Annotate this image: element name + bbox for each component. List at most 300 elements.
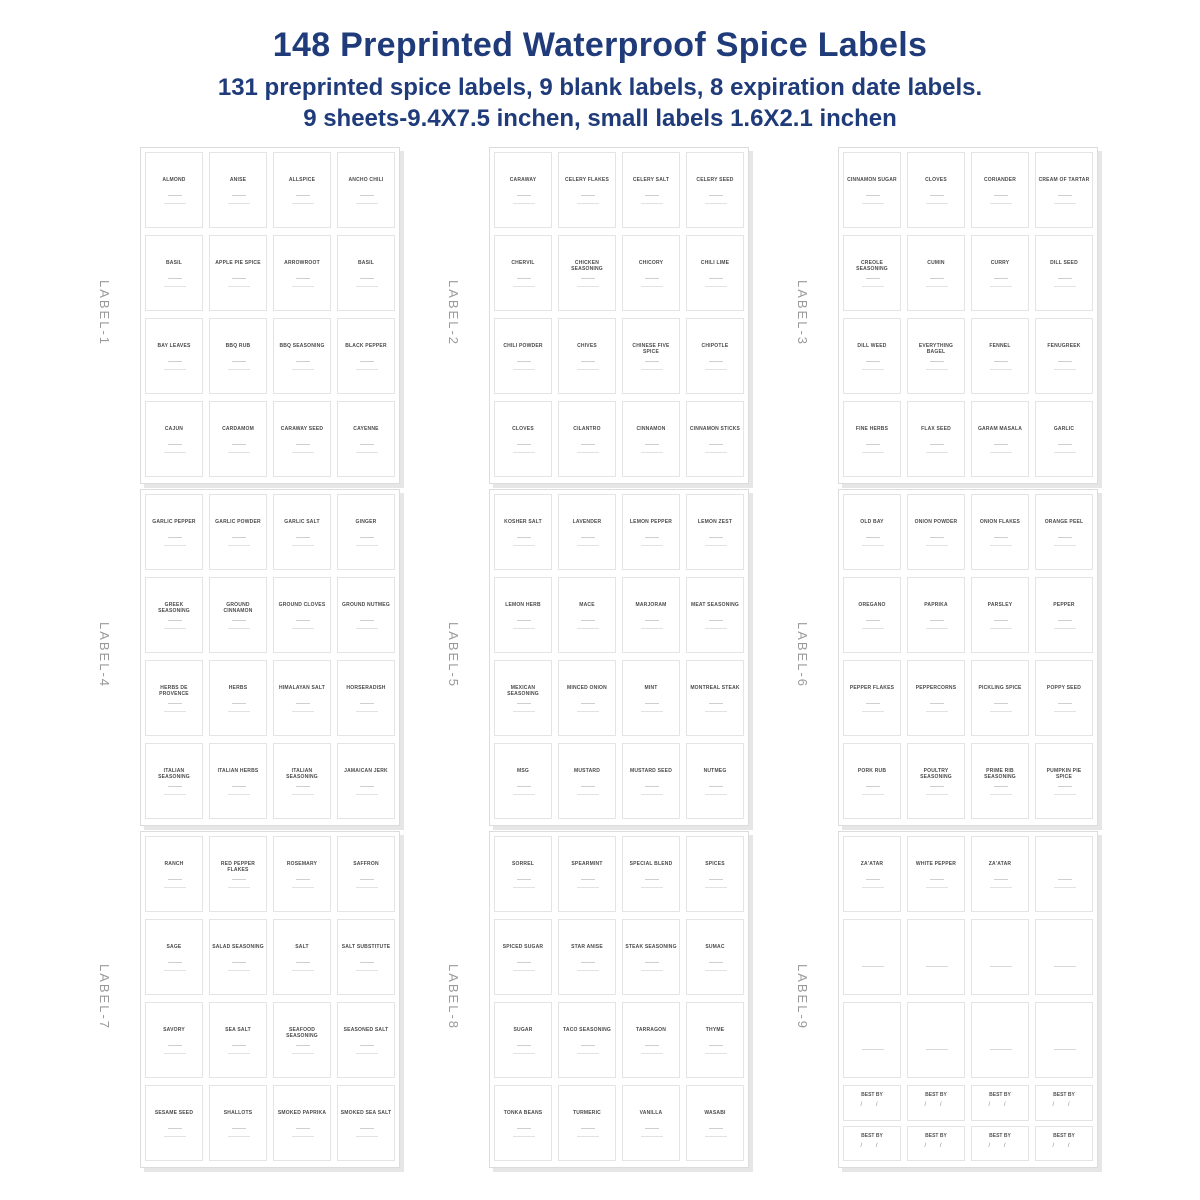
label-sheet bbox=[489, 147, 749, 484]
label-grid bbox=[145, 494, 397, 824]
label-rule bbox=[168, 444, 182, 445]
spice-label bbox=[622, 743, 680, 819]
spice-label-text: ZA'ATAR bbox=[988, 861, 1012, 867]
label-rule bbox=[228, 887, 250, 888]
expiration-date-slots: / / bbox=[924, 1142, 948, 1149]
spice-label-text: ITALIAN SEASONING bbox=[286, 768, 318, 780]
spice-label bbox=[558, 318, 616, 394]
label-rule bbox=[705, 887, 727, 888]
label-rule bbox=[228, 1136, 250, 1137]
spice-label-text: MUSTARD SEED bbox=[629, 768, 673, 774]
spice-label bbox=[971, 401, 1029, 477]
label-rule bbox=[990, 286, 1012, 287]
label-rule bbox=[990, 887, 1012, 888]
spice-label bbox=[1035, 494, 1093, 570]
label-rule bbox=[168, 620, 182, 621]
spice-label bbox=[494, 401, 552, 477]
spice-label-text: BBQ SEASONING bbox=[279, 343, 325, 349]
label-rule bbox=[232, 879, 246, 880]
spice-label bbox=[494, 577, 552, 653]
spice-label-text: GARLIC SALT bbox=[284, 519, 320, 525]
label-rule bbox=[356, 970, 378, 971]
spice-label bbox=[337, 494, 395, 570]
spice-label bbox=[907, 836, 965, 912]
label-rule bbox=[1054, 1049, 1076, 1050]
spice-label-text: RANCH bbox=[164, 861, 184, 867]
label-rule bbox=[645, 278, 659, 279]
label-rule bbox=[866, 278, 880, 279]
spice-label bbox=[558, 152, 616, 228]
spice-label bbox=[145, 235, 203, 311]
label-grid bbox=[843, 152, 1095, 482]
spice-label-text: PUMPKIN PIE SPICE bbox=[1046, 768, 1082, 780]
spice-label bbox=[622, 660, 680, 736]
spice-label bbox=[494, 235, 552, 311]
spice-label bbox=[494, 660, 552, 736]
label-rule bbox=[705, 369, 727, 370]
label-rule bbox=[164, 545, 186, 546]
spice-label bbox=[971, 152, 1029, 228]
spice-label-text: DILL WEED bbox=[857, 343, 887, 349]
spice-label bbox=[558, 743, 616, 819]
spice-label bbox=[273, 836, 331, 912]
spice-label-text: OREGANO bbox=[858, 602, 886, 608]
spice-label bbox=[558, 660, 616, 736]
spice-label bbox=[145, 743, 203, 819]
label-rule bbox=[360, 1128, 374, 1129]
label-rule bbox=[577, 203, 599, 204]
spice-label bbox=[907, 494, 965, 570]
expiration-date-slots: / / bbox=[924, 1102, 948, 1108]
spice-label bbox=[686, 494, 744, 570]
sheet-tag: LABEL-2 bbox=[446, 279, 461, 346]
spice-label-text: MINT bbox=[644, 685, 658, 691]
label-rule bbox=[930, 703, 944, 704]
spice-label-text: DILL SEED bbox=[1050, 260, 1078, 266]
label-rule bbox=[990, 711, 1012, 712]
spice-label-text: SPICED SUGAR bbox=[502, 944, 544, 950]
blank-label bbox=[843, 919, 901, 995]
label-rule bbox=[994, 879, 1008, 880]
label-rule bbox=[705, 794, 727, 795]
expiration-label-pair bbox=[971, 1085, 1029, 1161]
label-rule bbox=[517, 1045, 531, 1046]
label-rule bbox=[1058, 361, 1072, 362]
label-rule bbox=[232, 1128, 246, 1129]
spice-label bbox=[843, 836, 901, 912]
label-rule bbox=[296, 1045, 310, 1046]
label-rule bbox=[513, 545, 535, 546]
label-rule bbox=[292, 1053, 314, 1054]
label-rule bbox=[930, 278, 944, 279]
spice-label-text: POULTRY SEASONING bbox=[920, 768, 952, 780]
expiration-date-slots: / / bbox=[988, 1142, 1012, 1149]
label-rule bbox=[581, 1045, 595, 1046]
spice-label bbox=[622, 836, 680, 912]
label-rule bbox=[513, 794, 535, 795]
spice-label bbox=[1035, 235, 1093, 311]
spice-label bbox=[273, 660, 331, 736]
spice-label bbox=[971, 235, 1029, 311]
label-rule bbox=[296, 1128, 310, 1129]
spice-label-text: BBQ RUB bbox=[225, 343, 251, 349]
spice-label bbox=[558, 836, 616, 912]
label-rule bbox=[168, 278, 182, 279]
label-rule bbox=[164, 711, 186, 712]
label-rule bbox=[862, 203, 884, 204]
label-rule bbox=[1054, 286, 1076, 287]
label-rule bbox=[645, 620, 659, 621]
blank-label bbox=[1035, 1002, 1093, 1078]
spice-label-text: ITALIAN HERBS bbox=[217, 768, 259, 774]
label-rule bbox=[1058, 786, 1072, 787]
spice-label-text: SORREL bbox=[511, 861, 535, 867]
label-rule bbox=[517, 278, 531, 279]
expiration-label bbox=[843, 1085, 901, 1121]
label-rule bbox=[709, 1045, 723, 1046]
spice-label-text: CHICKEN SEASONING bbox=[571, 260, 603, 272]
expiration-label bbox=[971, 1085, 1029, 1121]
label-rule bbox=[990, 1049, 1012, 1050]
spice-label-text: SEA SALT bbox=[225, 1027, 251, 1033]
spice-label bbox=[145, 1002, 203, 1078]
label-sheet bbox=[489, 831, 749, 1168]
label-rule bbox=[517, 537, 531, 538]
spice-label-text: PRIME RIB SEASONING bbox=[984, 768, 1016, 780]
spice-label bbox=[622, 152, 680, 228]
spice-label bbox=[907, 577, 965, 653]
label-rule bbox=[168, 361, 182, 362]
expiration-label-text: BEST BY bbox=[989, 1132, 1011, 1139]
label-rule bbox=[232, 444, 246, 445]
spice-label-text: PEPPERCORNS bbox=[915, 685, 957, 691]
spice-label-text: CINNAMON SUGAR bbox=[847, 177, 897, 183]
label-rule bbox=[926, 369, 948, 370]
spice-label-text: JAMAICAN JERK bbox=[344, 768, 388, 774]
spice-label bbox=[558, 577, 616, 653]
spice-label bbox=[145, 152, 203, 228]
label-rule bbox=[356, 711, 378, 712]
label-rule bbox=[990, 545, 1012, 546]
label-rule bbox=[645, 786, 659, 787]
label-rule bbox=[930, 620, 944, 621]
spice-label-text: CREOLE SEASONING bbox=[856, 260, 888, 272]
label-rule bbox=[990, 369, 1012, 370]
spice-label bbox=[558, 919, 616, 995]
expiration-date-slots: / / bbox=[1052, 1142, 1076, 1149]
label-rule bbox=[168, 195, 182, 196]
spice-label-text: MUSTARD bbox=[573, 768, 601, 774]
label-rule bbox=[513, 1136, 535, 1137]
spice-label bbox=[686, 743, 744, 819]
label-rule bbox=[645, 537, 659, 538]
spice-label-text: PEPPER FLAKES bbox=[849, 685, 895, 691]
label-grid bbox=[145, 152, 397, 482]
spice-label-text: NUTMEG bbox=[703, 768, 727, 774]
label-rule bbox=[645, 962, 659, 963]
label-rule bbox=[292, 203, 314, 204]
label-rule bbox=[581, 1128, 595, 1129]
spice-label-text: EVERYTHING BAGEL bbox=[918, 343, 954, 355]
label-rule bbox=[292, 970, 314, 971]
spice-label bbox=[622, 1002, 680, 1078]
label-rule bbox=[232, 962, 246, 963]
spice-label-text: PORK RUB bbox=[857, 768, 887, 774]
label-rule bbox=[232, 703, 246, 704]
spice-label-text: CREAM OF TARTAR bbox=[1038, 177, 1090, 183]
label-rule bbox=[709, 879, 723, 880]
label-rule bbox=[292, 887, 314, 888]
label-rule bbox=[228, 711, 250, 712]
spice-label-text: PICKLING SPICE bbox=[978, 685, 1022, 691]
label-rule bbox=[296, 962, 310, 963]
label-rule bbox=[517, 962, 531, 963]
label-sheet bbox=[489, 489, 749, 826]
label-rule bbox=[581, 537, 595, 538]
label-rule bbox=[581, 879, 595, 880]
label-rule bbox=[930, 879, 944, 880]
spice-label-text: SPICES bbox=[705, 861, 725, 867]
label-rule bbox=[164, 887, 186, 888]
spice-label bbox=[843, 494, 901, 570]
spice-label bbox=[622, 919, 680, 995]
label-rule bbox=[641, 286, 663, 287]
label-rule bbox=[866, 620, 880, 621]
spice-label-text: CINNAMON STICKS bbox=[689, 426, 741, 432]
label-rule bbox=[709, 195, 723, 196]
spice-label-text: MARJORAM bbox=[635, 602, 667, 608]
spice-label-text: GREEK SEASONING bbox=[158, 602, 190, 614]
spice-label bbox=[494, 318, 552, 394]
spice-label bbox=[1035, 577, 1093, 653]
label-rule bbox=[641, 794, 663, 795]
label-rule bbox=[168, 1045, 182, 1046]
label-rule bbox=[168, 786, 182, 787]
spice-label bbox=[209, 494, 267, 570]
spice-label-text: ONION POWDER bbox=[914, 519, 958, 525]
spice-label-text: ORANGE PEEL bbox=[1044, 519, 1084, 525]
spice-label-text: LAVENDER bbox=[572, 519, 602, 525]
label-rule bbox=[513, 1053, 535, 1054]
spice-label bbox=[494, 1002, 552, 1078]
label-rule bbox=[1058, 278, 1072, 279]
label-rule bbox=[513, 970, 535, 971]
expiration-label-text: BEST BY bbox=[925, 1092, 947, 1098]
label-rule bbox=[513, 711, 535, 712]
spice-label-text: SALT SUBSTITUTE bbox=[341, 944, 391, 950]
label-rule bbox=[228, 545, 250, 546]
spice-label-text: WASABI bbox=[704, 1110, 726, 1116]
spice-label bbox=[494, 743, 552, 819]
label-rule bbox=[994, 195, 1008, 196]
spice-label bbox=[337, 235, 395, 311]
label-rule bbox=[1054, 203, 1076, 204]
spice-label-text: MEAT SEASONING bbox=[691, 602, 739, 608]
spice-label bbox=[686, 836, 744, 912]
spice-label bbox=[494, 152, 552, 228]
label-rule bbox=[1058, 879, 1072, 880]
spice-label-text: CELERY FLAKES bbox=[565, 177, 609, 183]
spice-label-text: LEMON ZEST bbox=[697, 519, 733, 525]
label-rule bbox=[296, 537, 310, 538]
label-rule bbox=[292, 452, 314, 453]
spice-label bbox=[209, 660, 267, 736]
spice-label bbox=[209, 152, 267, 228]
spice-label bbox=[209, 919, 267, 995]
label-rule bbox=[232, 361, 246, 362]
spice-label-text: TACO SEASONING bbox=[563, 1027, 611, 1033]
spice-label-text: SAVORY bbox=[163, 1027, 185, 1033]
spice-label-text: BASIL bbox=[166, 260, 182, 266]
spice-label bbox=[494, 919, 552, 995]
label-grid bbox=[145, 836, 397, 1166]
spice-label-text: MSG bbox=[517, 768, 529, 774]
label-rule bbox=[164, 794, 186, 795]
spice-label bbox=[273, 152, 331, 228]
label-rule bbox=[990, 628, 1012, 629]
spice-label-text: MEXICAN SEASONING bbox=[507, 685, 539, 697]
label-rule bbox=[705, 286, 727, 287]
label-rule bbox=[513, 887, 535, 888]
spice-label bbox=[209, 318, 267, 394]
expiration-label bbox=[843, 1126, 901, 1162]
label-rule bbox=[164, 286, 186, 287]
label-rule bbox=[356, 369, 378, 370]
expiration-label-text: BEST BY bbox=[925, 1132, 947, 1139]
label-rule bbox=[577, 628, 599, 629]
expiration-label-text: BEST BY bbox=[861, 1092, 883, 1098]
label-rule bbox=[866, 195, 880, 196]
label-rule bbox=[866, 786, 880, 787]
spice-label bbox=[907, 235, 965, 311]
label-sheet bbox=[140, 147, 400, 484]
label-rule bbox=[360, 444, 374, 445]
spice-label-text: ROSEMARY bbox=[286, 861, 318, 867]
label-rule bbox=[641, 1053, 663, 1054]
spice-label-text: THYME bbox=[705, 1027, 725, 1033]
label-rule bbox=[296, 195, 310, 196]
label-rule bbox=[168, 1128, 182, 1129]
label-rule bbox=[517, 620, 531, 621]
label-rule bbox=[862, 966, 884, 967]
label-rule bbox=[866, 703, 880, 704]
expiration-label-text: BEST BY bbox=[989, 1092, 1011, 1098]
expiration-date-slots: / / bbox=[1052, 1102, 1076, 1108]
spice-label-text: TURMERIC bbox=[573, 1110, 601, 1116]
label-rule bbox=[862, 1049, 884, 1050]
spice-label bbox=[273, 919, 331, 995]
spice-label bbox=[337, 577, 395, 653]
spice-label bbox=[337, 318, 395, 394]
spice-label-text: GINGER bbox=[355, 519, 377, 525]
label-rule bbox=[926, 452, 948, 453]
spice-label bbox=[971, 577, 1029, 653]
spice-label bbox=[971, 318, 1029, 394]
spice-label bbox=[907, 318, 965, 394]
label-rule bbox=[228, 794, 250, 795]
spice-label bbox=[622, 494, 680, 570]
spice-label-text: CELERY SEED bbox=[696, 177, 734, 183]
label-rule bbox=[705, 203, 727, 204]
label-rule bbox=[577, 545, 599, 546]
label-rule bbox=[356, 1053, 378, 1054]
label-rule bbox=[862, 887, 884, 888]
spice-label-text: GROUND CLOVES bbox=[278, 602, 326, 608]
label-rule bbox=[1058, 620, 1072, 621]
label-rule bbox=[926, 966, 948, 967]
expiration-label-pair bbox=[907, 1085, 965, 1161]
label-rule bbox=[292, 794, 314, 795]
label-rule bbox=[645, 195, 659, 196]
spice-label bbox=[337, 836, 395, 912]
label-rule bbox=[296, 361, 310, 362]
label-rule bbox=[866, 361, 880, 362]
label-rule bbox=[1054, 369, 1076, 370]
label-rule bbox=[1054, 545, 1076, 546]
label-rule bbox=[232, 278, 246, 279]
label-rule bbox=[1058, 444, 1072, 445]
label-sheet bbox=[838, 831, 1098, 1168]
blank-label bbox=[843, 1002, 901, 1078]
spice-label-text: CUMIN bbox=[927, 260, 945, 266]
label-rule bbox=[296, 278, 310, 279]
label-rule bbox=[360, 620, 374, 621]
label-rule bbox=[645, 1045, 659, 1046]
spice-label-text: CHINESE FIVE SPICE bbox=[632, 343, 670, 355]
label-rule bbox=[581, 278, 595, 279]
spice-label-text: CARDAMOM bbox=[222, 426, 254, 432]
spice-label bbox=[843, 660, 901, 736]
label-rule bbox=[164, 970, 186, 971]
spice-label-text: CHILI LIME bbox=[700, 260, 730, 266]
spice-label-text: SESAME SEED bbox=[154, 1110, 194, 1116]
label-rule bbox=[292, 1136, 314, 1137]
spice-label bbox=[273, 577, 331, 653]
label-rule bbox=[517, 361, 531, 362]
expiration-date-slots: / / bbox=[988, 1102, 1012, 1108]
label-rule bbox=[641, 203, 663, 204]
label-rule bbox=[930, 361, 944, 362]
expiration-label bbox=[1035, 1085, 1093, 1121]
label-rule bbox=[228, 369, 250, 370]
spice-label-text: FENUGREEK bbox=[1047, 343, 1081, 349]
label-rule bbox=[164, 452, 186, 453]
spice-label-text: SUMAC bbox=[705, 944, 725, 950]
spice-label bbox=[686, 152, 744, 228]
spice-label bbox=[686, 919, 744, 995]
spice-label-text: SALAD SEASONING bbox=[212, 944, 264, 950]
label-rule bbox=[296, 620, 310, 621]
label-rule bbox=[641, 452, 663, 453]
label-rule bbox=[990, 966, 1012, 967]
label-rule bbox=[232, 786, 246, 787]
spice-label-text: CORIANDER bbox=[983, 177, 1017, 183]
label-rule bbox=[577, 452, 599, 453]
spice-label-text: LEMON HERB bbox=[505, 602, 541, 608]
spice-label bbox=[686, 1002, 744, 1078]
spice-label bbox=[209, 743, 267, 819]
spice-label bbox=[686, 318, 744, 394]
spice-label bbox=[907, 401, 965, 477]
spice-label bbox=[1035, 660, 1093, 736]
label-rule bbox=[705, 545, 727, 546]
spice-label bbox=[907, 660, 965, 736]
spice-label bbox=[145, 836, 203, 912]
blank-label bbox=[971, 919, 1029, 995]
label-rule bbox=[705, 628, 727, 629]
label-rule bbox=[168, 537, 182, 538]
label-rule bbox=[926, 887, 948, 888]
